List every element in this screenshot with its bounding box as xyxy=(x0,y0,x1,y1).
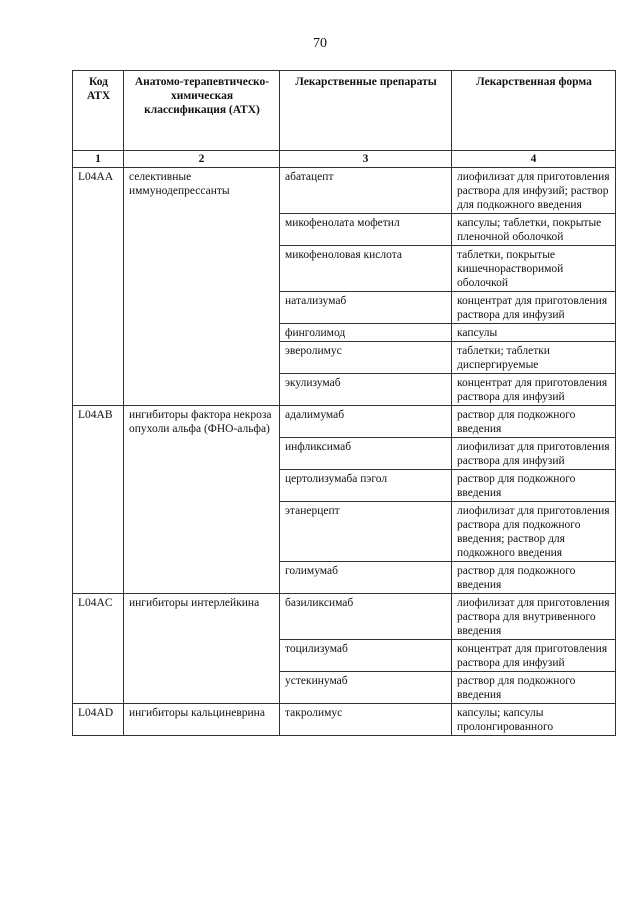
column-number: 4 xyxy=(452,151,616,168)
drug-name: тоцилизумаб xyxy=(280,640,452,672)
dosage-form: капсулы; капсулы пролонгированного xyxy=(452,704,616,736)
drug-name: этанерцепт xyxy=(280,502,452,562)
header-form: Лекарственная форма xyxy=(452,71,616,151)
drug-name: финголимод xyxy=(280,324,452,342)
table-row xyxy=(73,704,616,736)
dosage-form: раствор для подкожного введения xyxy=(452,470,616,502)
drug-name: цертолизумаба пэгол xyxy=(280,470,452,502)
drug-name: натализумаб xyxy=(280,292,452,324)
header-code: Код АТХ xyxy=(73,71,124,151)
column-number: 1 xyxy=(73,151,124,168)
atx-table xyxy=(72,70,616,736)
atx-group-name: селективные иммунодепрессанты xyxy=(124,168,280,406)
atx-group-name: ингибиторы кальциневрина xyxy=(124,704,280,736)
dosage-form: таблетки, покрытые кишечнорастворимой оболочкой xyxy=(452,246,616,292)
page-number: 70 xyxy=(313,36,327,51)
dosage-form: лиофилизат для приготовления раствора для подкожного введения; раствор для подкожного введения xyxy=(452,502,616,562)
drug-name: экулизумаб xyxy=(280,374,452,406)
drug-name: голимумаб xyxy=(280,562,452,594)
dosage-form: лиофилизат для приготовления раствора для инфузий; раствор для подкожного введения xyxy=(452,168,616,214)
dosage-form: лиофилизат для приготовления раствора для внутривенного введения xyxy=(452,594,616,640)
dosage-form: раствор для подкожного введения xyxy=(452,672,616,704)
dosage-form: концентрат для приготовления раствора для инфузий xyxy=(452,640,616,672)
atx-group-name: ингибиторы интерлейкина xyxy=(124,594,280,704)
column-number-row xyxy=(73,151,616,168)
drug-name: микофеноловая кислота xyxy=(280,246,452,292)
atx-group-name: ингибиторы фактора некроза опухоли альфа (ФНО-альфа) xyxy=(124,406,280,594)
drug-name: адалимумаб xyxy=(280,406,452,438)
table-row xyxy=(73,406,616,438)
table-row xyxy=(73,168,616,214)
column-number: 2 xyxy=(124,151,280,168)
atx-code: L04AA xyxy=(73,168,124,406)
dosage-form: капсулы; таблетки, покрытые пленочной оболочкой xyxy=(452,214,616,246)
dosage-form: концентрат для приготовления раствора для инфузий xyxy=(452,374,616,406)
drug-name: эверолимус xyxy=(280,342,452,374)
drug-name: инфликсимаб xyxy=(280,438,452,470)
drug-name: такролимус xyxy=(280,704,452,736)
atx-code: L04AD xyxy=(73,704,124,736)
drug-name: абатацепт xyxy=(280,168,452,214)
column-number: 3 xyxy=(280,151,452,168)
dosage-form: капсулы xyxy=(452,324,616,342)
header-classification: Анатомо-терапевтическо-химическая классификация (АТХ) xyxy=(124,71,280,151)
header-row xyxy=(73,71,616,151)
dosage-form: лиофилизат для приготовления раствора для инфузий xyxy=(452,438,616,470)
dosage-form: таблетки; таблетки диспергируемые xyxy=(452,342,616,374)
drug-name: микофенолата мофетил xyxy=(280,214,452,246)
drug-name: устекинумаб xyxy=(280,672,452,704)
table-row xyxy=(73,594,616,640)
header-drugs: Лекарственные препараты xyxy=(280,71,452,151)
atx-code: L04AC xyxy=(73,594,124,704)
drug-name: базиликсимаб xyxy=(280,594,452,640)
dosage-form: раствор для подкожного введения xyxy=(452,406,616,438)
dosage-form: раствор для подкожного введения xyxy=(452,562,616,594)
atx-code: L04AB xyxy=(73,406,124,594)
dosage-form: концентрат для приготовления раствора для инфузий xyxy=(452,292,616,324)
